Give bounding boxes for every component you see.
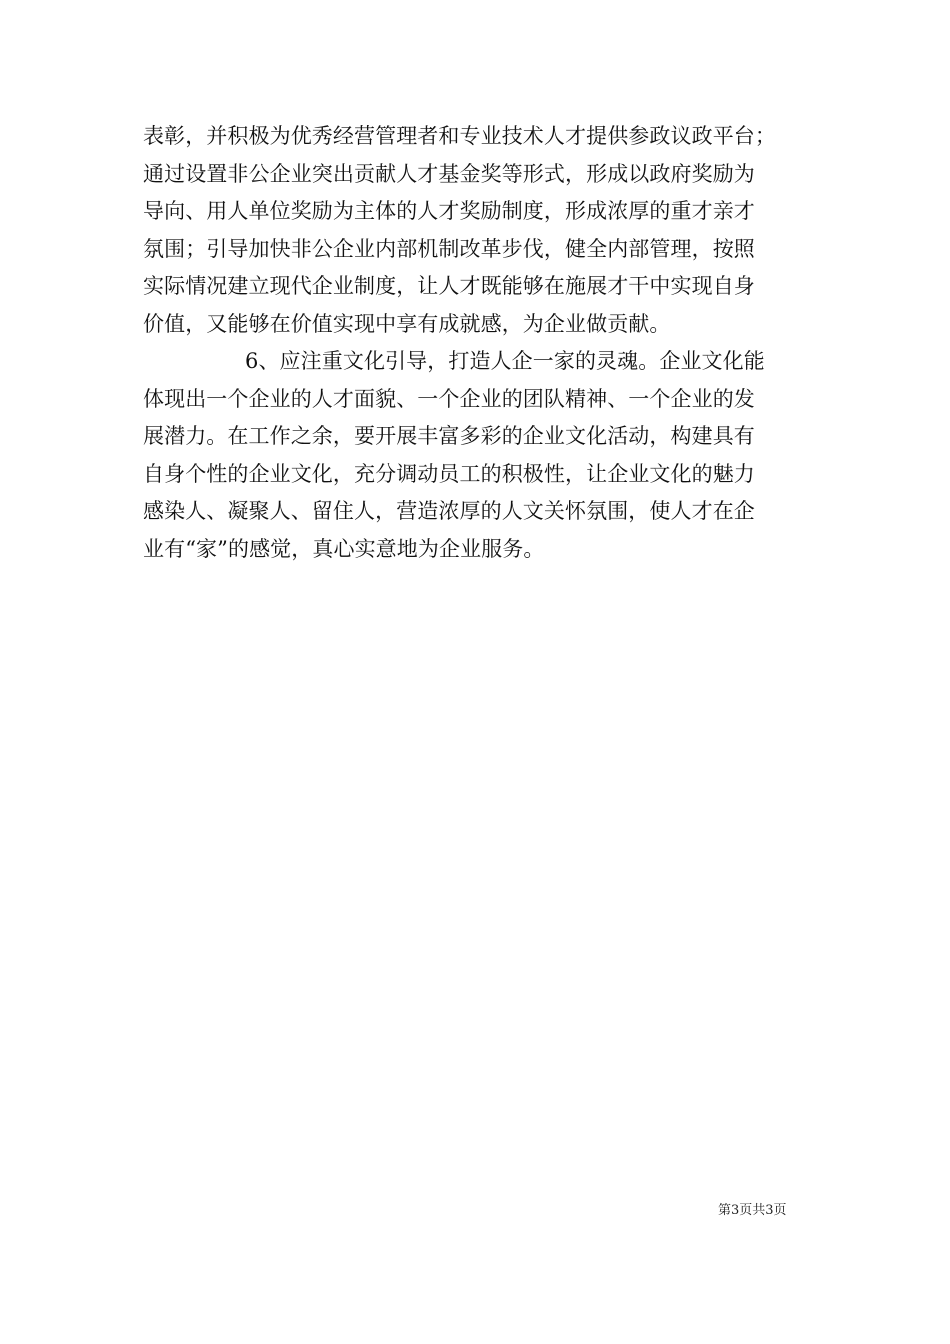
body-line-11: 感染人、凝聚人、留住人，营造浓厚的人文关怀氛围，使人才在企 [143,499,755,523]
body-line-8: 体现出一个企业的人才面貌、一个企业的团队精神、一个企业的发 [143,386,755,411]
paragraph-6-first-line: 6、应注重文化引导，打造人企一家的灵魂。企业文化能 [245,349,765,373]
body-line-5: 实际情况建立现代企业制度，让人才既能够在施展才干中实现自身 [143,274,755,298]
body-line-10: 自身个性的企业文化，充分调动员工的积极性，让企业文化的魅力 [143,461,755,486]
body-line-2: 通过设置非公企业突出贡献人才基金奖等形式，形成以政府奖励为 [143,161,755,186]
body-line-1: 表彰，并积极为优秀经营管理者和专业技术人才提供参政议政平台； [143,124,776,148]
body-line-9: 展潜力。在工作之余，要开展丰富多彩的企业文化活动，构建具有 [143,424,755,448]
page-number-footer: 第3页共3页 [718,1203,787,1218]
document-body [143,118,823,568]
body-line-3: 导向、用人单位奖励为主体的人才奖励制度，形成浓厚的重才亲才 [143,199,755,223]
body-line-12: 业有“家”的感觉，真心实意地为企业服务。 [143,536,545,561]
body-line-4: 氛围；引导加快非公企业内部机制改革步伐，健全内部管理，按照 [143,236,755,261]
body-line-6: 价值，又能够在价值实现中享有成就感，为企业做贡献。 [143,311,671,336]
